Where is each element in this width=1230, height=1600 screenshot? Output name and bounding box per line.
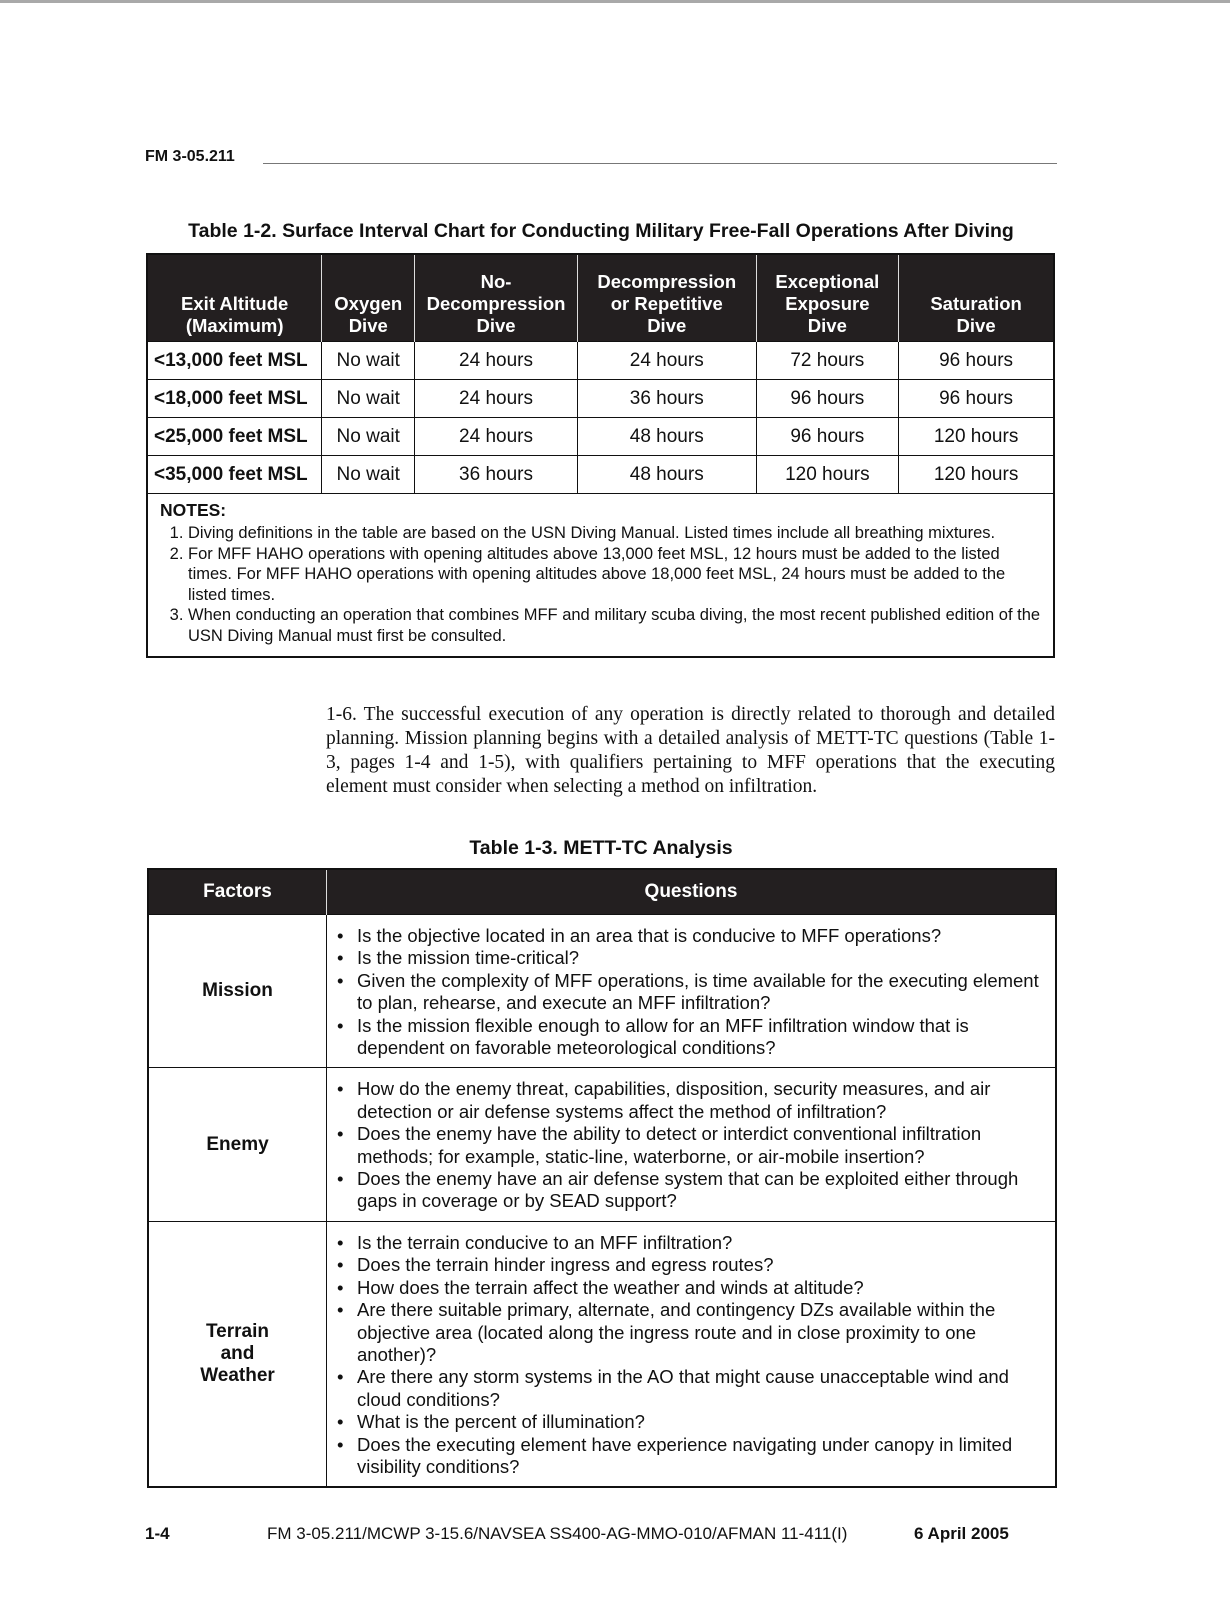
notes-list (160, 523, 1043, 646)
publication-id: FM 3-05.211/MCWP 3-15.6/NAVSEA SS400-AG-MMO-010/AFMAN 11-411(I) (267, 1524, 848, 1543)
table-cell: 36 hours (415, 456, 578, 494)
table-row-terrain-weather (148, 1221, 1056, 1487)
header-rule (263, 163, 1057, 164)
note-item: 1. Diving definitions in the table are based on the USN Diving Manual. Listed times include all breathing mixtures. (188, 523, 1043, 544)
table-row (147, 380, 1054, 418)
question-item: • What is the percent of illumination? (337, 1411, 1051, 1433)
question-item: • Is the mission time-critical? (337, 947, 1051, 969)
table-cell: 96 hours (899, 342, 1054, 380)
table-1-3-caption: Table 1-3. METT-TC Analysis (469, 837, 733, 859)
column-header: Exceptional Exposure Dive (756, 254, 899, 342)
table-cell: <18,000 feet MSL (147, 380, 322, 418)
question-item: • Are there any storm systems in the AO that might cause unacceptable wind and cloud conditions? (337, 1366, 1051, 1411)
table-cell: 120 hours (899, 456, 1054, 494)
top-border-line (0, 0, 1230, 3)
publication-date: 6 April 2005 (914, 1524, 1009, 1543)
question-item: • Given the complexity of MFF operations, is time available for the executing element to plan, rehearse, and execute an MFF infiltration? (337, 970, 1051, 1015)
question-item: • How do the enemy threat, capabilities, disposition, security measures, and air detection or air defense systems affect the method of infiltration? (337, 1078, 1051, 1123)
question-item: • How does the terrain affect the weather and winds at altitude? (337, 1277, 1051, 1299)
column-header: Exit Altitude (Maximum) (147, 254, 322, 342)
factor-cell: Mission (148, 915, 327, 1068)
table-row-enemy (148, 1068, 1056, 1221)
question-item: • Does the enemy have the ability to detect or interdict conventional infiltration methods; for example, static-line, waterborne, or air-mobile insertion? (337, 1123, 1051, 1168)
table-cell: 96 hours (756, 380, 899, 418)
questions-cell (327, 1221, 1057, 1487)
question-item: • Does the enemy have an air defense system that can be exploited either through gaps in coverage or by SEAD support? (337, 1168, 1051, 1213)
column-header: Decompression or Repetitive Dive (577, 254, 756, 342)
paragraph-1-6: 1-6. The successful execution of any operation is directly related to thorough and detailed planning. Mission planning begins with a detailed analysis of METT-TC questions (Table 1-3, pages 1-4 and 1-5), with qualifiers pertaining to MFF operations that the executing element must consider when selecting a method on infiltration. (326, 704, 1055, 797)
note-item: 2. For MFF HAHO operations with opening altitudes above 13,000 feet MSL, 12 hours must be added to the listed times. For MFF HAHO operations with opening altitudes above 18,000 feet MSL, 24 hours must be added to the listed times. (188, 544, 1043, 606)
page-header (145, 148, 1057, 168)
table-cell: 24 hours (415, 380, 578, 418)
questions-cell (327, 915, 1057, 1068)
surface-interval-table (146, 253, 1055, 658)
question-list (337, 1232, 1051, 1478)
table-cell: 36 hours (577, 380, 756, 418)
column-header: No- Decompression Dive (415, 254, 578, 342)
table-cell: 96 hours (899, 380, 1054, 418)
table-cell: 24 hours (415, 342, 578, 380)
table-cell: 96 hours (756, 418, 899, 456)
table-cell: 24 hours (415, 418, 578, 456)
question-item: • Is the terrain conducive to an MFF infiltration? (337, 1232, 1051, 1254)
table-cell: No wait (322, 456, 415, 494)
question-item: • Does the terrain hinder ingress and egress routes? (337, 1254, 1051, 1276)
page-number: 1-4 (145, 1524, 170, 1543)
table-cell: 120 hours (899, 418, 1054, 456)
note-item: 3. When conducting an operation that combines MFF and military scuba diving, the most recent published edition of the USN Diving Manual must first be consulted. (188, 605, 1043, 646)
table-1-3-header-row (148, 869, 1056, 915)
table-cell: 48 hours (577, 418, 756, 456)
page-footer (145, 1524, 1045, 1546)
notes-row (147, 494, 1054, 658)
table-1-2-header-row (147, 254, 1054, 342)
table-cell: <35,000 feet MSL (147, 456, 322, 494)
factor-cell: Enemy (148, 1068, 327, 1221)
table-cell: <25,000 feet MSL (147, 418, 322, 456)
table-row (147, 342, 1054, 380)
question-item: • Are there suitable primary, alternate, and contingency DZs available within the objective area (located along the ingress route and in close proximity to one another)? (337, 1299, 1051, 1366)
table-cell: 24 hours (577, 342, 756, 380)
table-row (147, 418, 1054, 456)
table-row-mission (148, 915, 1056, 1068)
table-row (147, 456, 1054, 494)
table-cell: 72 hours (756, 342, 899, 380)
question-list (337, 1078, 1051, 1212)
table-cell: No wait (322, 418, 415, 456)
table-1-2-caption: Table 1-2. Surface Interval Chart for Conducting Military Free-Fall Operations After Diving (188, 220, 1014, 242)
column-header-factors: Factors (148, 869, 327, 915)
table-cell: No wait (322, 342, 415, 380)
factor-cell: Terrain and Weather (148, 1221, 327, 1487)
column-header: Saturation Dive (899, 254, 1054, 342)
table-cell: No wait (322, 380, 415, 418)
question-item: • Does the executing element have experience navigating under canopy in limited visibility conditions? (337, 1434, 1051, 1479)
table-cell: 120 hours (756, 456, 899, 494)
column-header-questions: Questions (327, 869, 1057, 915)
notes-title: NOTES: (160, 500, 227, 520)
header-doc-id: FM 3-05.211 (145, 148, 235, 165)
table-cell: 48 hours (577, 456, 756, 494)
column-header: Oxygen Dive (322, 254, 415, 342)
questions-cell (327, 1068, 1057, 1221)
notes-cell (147, 494, 1054, 658)
table-cell: <13,000 feet MSL (147, 342, 322, 380)
question-item: • Is the objective located in an area that is conducive to MFF operations? (337, 925, 1051, 947)
mett-tc-table (147, 868, 1057, 1488)
question-item: • Is the mission flexible enough to allow for an MFF infiltration window that is dependent on favorable meteorological conditions? (337, 1015, 1051, 1060)
question-list (337, 925, 1051, 1059)
